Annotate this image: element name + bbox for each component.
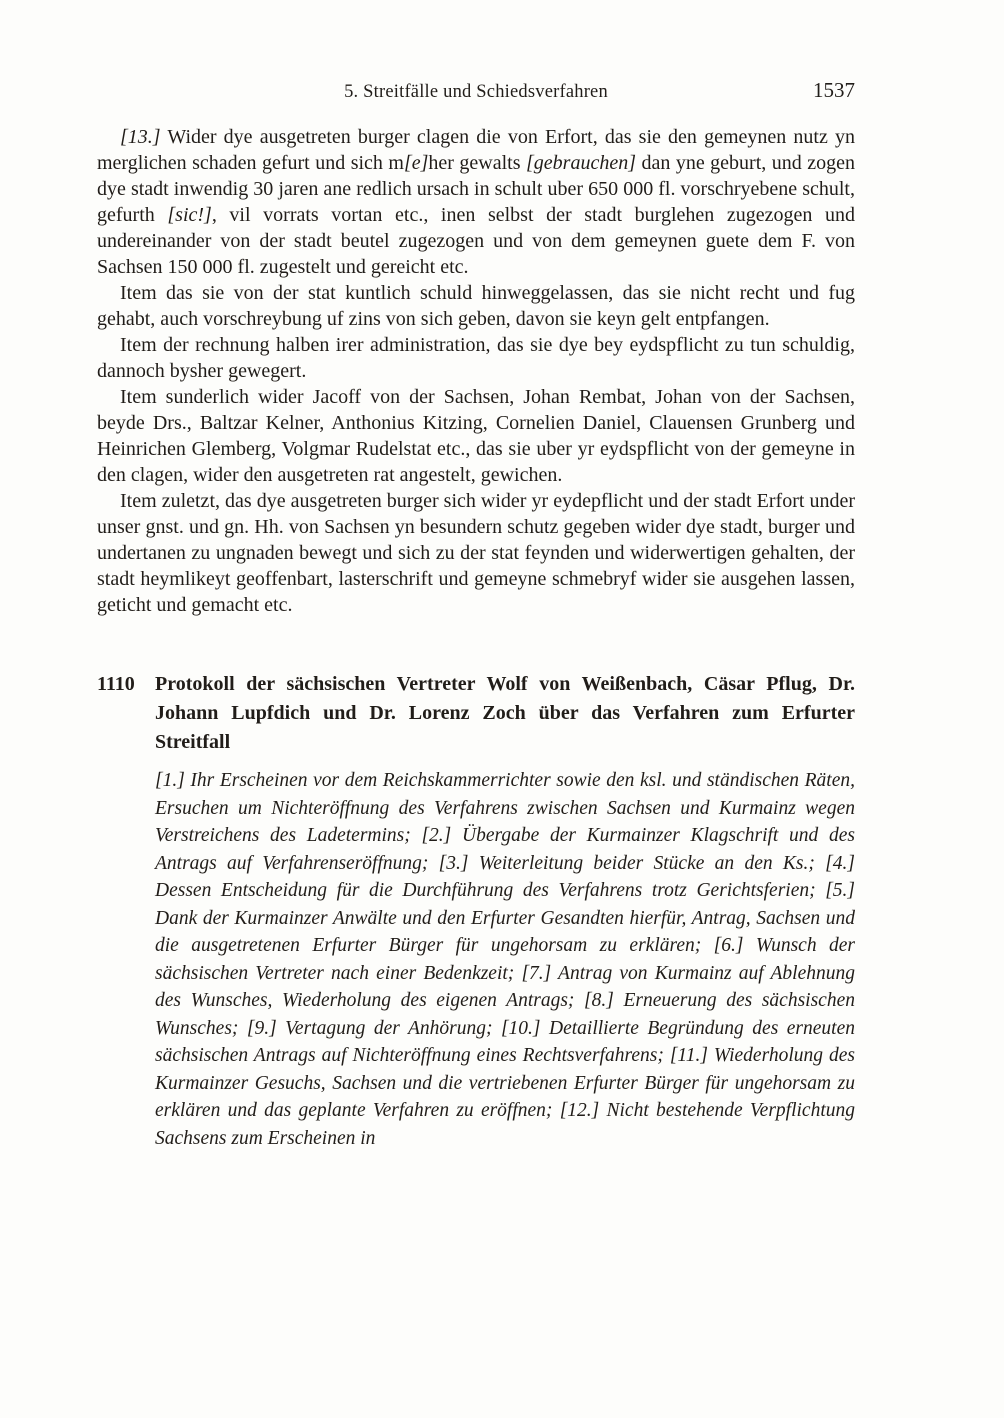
paragraph-3: Item der rechnung halben irer administration, das sie dye bey eydspflicht zu tun schuldig, dannoch bysher gewegert. bbox=[97, 334, 855, 382]
entry-number: 1110 bbox=[97, 673, 135, 695]
editorial-insertion-e: [e] bbox=[403, 152, 429, 174]
running-head bbox=[97, 80, 855, 108]
paragraph-1-text-a: Wider dye ausgetreten burger clagen die von Erfort, das sie den gemeynen nutz yn merglichen schaden gefurt und sich m bbox=[97, 126, 855, 174]
paragraph-1-text-d: , vil vorrats vortan etc., inen selbst der stadt burglehen zugezogen und undereinander von der stadt beutel zugezogen und von dem gemeynen guete dem F. von Sachsen 150 000 fl. zugestelt und gereicht etc. bbox=[97, 204, 855, 278]
paragraph-1-text-c: dan yne geburt, und zogen dye stadt inwendig 30 jaren ane redlich ursach in schult uber 650 000 fl. vorschryebene schult, gefurth bbox=[97, 152, 855, 226]
paragraph-5: Item zuletzt, das dye ausgetreten burger sich wider yr eydepflicht und der stadt Erfort under unser gnst. und gn. Hh. von Sachsen yn besundern schutz gegeben wider dye stadt, burger und undertanen zu ungnaden bewegt und sich zu der stat feynden und widerwertigen gehalten, der stadt heymlikeyt geoffenbart, lasterschrift und gemeyne schmebryf wider sie ausgehen lassen, geticht und gemacht etc. bbox=[97, 490, 855, 616]
paragraph-1 bbox=[97, 124, 855, 280]
body-text bbox=[97, 124, 855, 1152]
editorial-insertion-gebrauchen: [gebrauchen] bbox=[526, 152, 636, 174]
entry-title: Protokoll der sächsischen Vertreter Wolf von Weißenbach, Cäsar Pflug, Dr. Johann Lupfdich und Dr. Lorenz Zoch über das Verfahren zum Erfurter Streitfall bbox=[155, 673, 855, 753]
paragraph-4: Item sunderlich wider Jacoff von der Sachsen, Johan Rembat, Johan von der Sachsen, beyde Drs., Baltzar Kelner, Anthonius Kitzing, Cornelien Daniel, Clauensen Grunberg und Heinrichen Glemberg, Volgmar Rudelstat etc., das sie uber yr eydspflicht von der gemeyne in den clagen, wider den ausgetreten rat angestelt, gewichen. bbox=[97, 386, 855, 486]
entry-1110 bbox=[97, 670, 855, 757]
page-number: 1537 bbox=[813, 78, 855, 102]
section-title: 5. Streitfälle und Schiedsverfahren bbox=[344, 82, 608, 102]
paragraph-2: Item das sie von der stat kuntlich schuld hinweggelassen, das sie nicht recht und fug gehabt, auch vorschreybung uf zins von sich geben, davon sie keyn gelt entpfangen. bbox=[97, 282, 855, 330]
paragraph-1-text-b: her gewalts bbox=[428, 152, 526, 174]
entry-summary: [1.] Ihr Erscheinen vor dem Reichskammerrichter sowie den ksl. und ständischen Räten, Ersuchen um Nichteröffnung des Verfahrens zwischen Sachsen und Kurmainz wegen Verstreichens des Ladetermins; [2.] Übergabe der Kurmainzer Klagschrift und des Antrags auf Verfahrenseröffnung; [3.] Weiterleitung beider Stücke an den Ks.; [4.] Dessen Entscheidung für die Durchführung des Verfahrens trotz Gerichtsferien; [5.] Dank der Kurmainzer Anwälte und den Erfurter Gesandten hierfür, Antrag, Sachsen und die ausgetretenen Erfurter Bürger für ungehorsam zu erklären; [6.] Wunsch der sächsischen Vertreter nach einer Bedenkzeit; [7.] Antrag von Kurmainz auf Ablehnung des Wunsches, Wiederholung des eigenen Antrags; [8.] Erneuerung des sächsischen Wunsches; [9.] Vertagung der Anhörung; [10.] Detaillierte Begründung des erneuten sächsischen Antrags auf Nichteröffnung eines Rechtsverfahrens; [11.] Wiederholung des Kurmainzer Gesuchs, Sachsen und die vertriebenen Erfurter Bürger für ungehorsam zu erklären und das geplante Verfahren zu eröffnen; [12.] Nicht bestehende Verpflichtung Sachsens zum Erscheinen in bbox=[155, 770, 855, 1149]
editorial-marker-13: [13.] bbox=[120, 126, 161, 148]
editorial-marker-sic: [sic!] bbox=[167, 204, 212, 226]
